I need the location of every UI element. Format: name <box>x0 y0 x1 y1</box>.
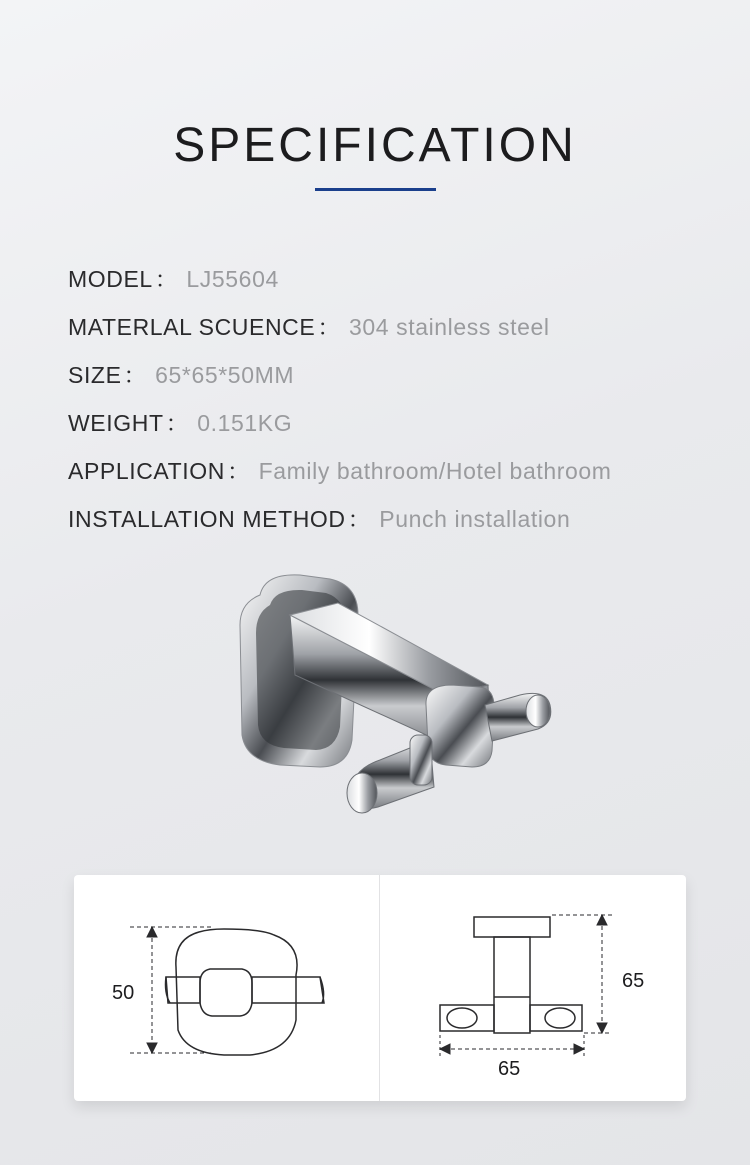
spec-label: MATERLAL SCUENCE <box>68 314 316 340</box>
spec-row-material <box>68 306 612 354</box>
spec-separator: ： <box>317 314 341 340</box>
front-height-label: 50 <box>112 982 135 1004</box>
spec-label: MODEL <box>68 266 153 292</box>
side-height-label: 65 <box>622 970 645 992</box>
spec-value: Punch installation <box>379 506 571 532</box>
spec-row-size <box>68 354 612 402</box>
side-width-label: 65 <box>498 1058 521 1080</box>
spec-row-application <box>68 450 612 498</box>
dimension-card <box>74 875 686 1101</box>
spec-value: 0.151KG <box>197 410 293 436</box>
spec-list <box>68 258 612 546</box>
page-title: SPECIFICATION <box>173 119 577 172</box>
spec-separator: ： <box>347 506 372 532</box>
spec-row-weight <box>68 402 612 450</box>
hook-cap <box>426 685 494 767</box>
spec-label: INSTALLATION METHOD <box>68 506 346 532</box>
spec-value: 304 stainless steel <box>348 314 550 340</box>
spec-separator: ： <box>123 362 148 388</box>
side-view-drawing <box>380 875 686 1101</box>
spec-value: LJ55604 <box>186 266 279 292</box>
spec-label: APPLICATION <box>68 458 225 484</box>
spec-value: Family bathroom/Hotel bathroom <box>258 458 612 484</box>
spec-separator: ： <box>227 458 251 484</box>
front-view-drawing <box>74 875 379 1101</box>
spec-separator: ： <box>165 410 190 436</box>
spec-row-model <box>68 258 612 306</box>
spec-separator: ： <box>154 266 179 292</box>
spec-row-installation <box>68 498 612 546</box>
spec-label: SIZE <box>68 362 122 388</box>
title-underline <box>315 188 436 191</box>
spec-label: WEIGHT <box>68 410 164 436</box>
product-image <box>220 555 580 835</box>
spec-value: 65*65*50MM <box>155 362 295 388</box>
